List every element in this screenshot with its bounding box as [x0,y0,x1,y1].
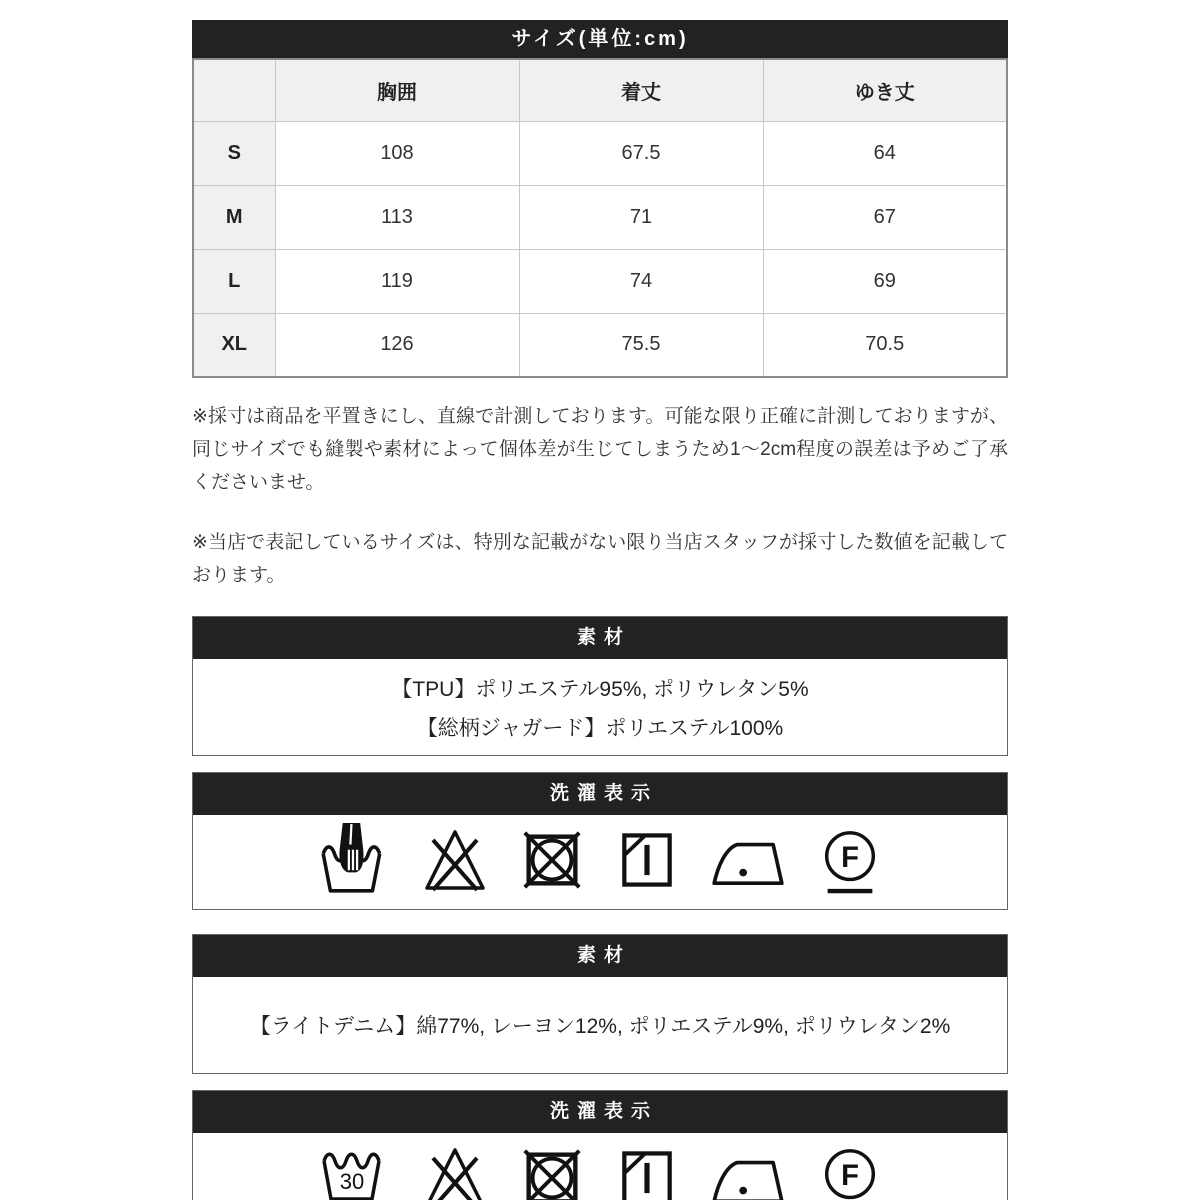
size-section-title: サイズ(単位:cm) [192,20,1008,58]
material-lines [193,659,1007,755]
line-dry-shade-icon [613,1143,681,1200]
dry-clean-letter: F [841,1160,859,1193]
material-section-title: 素材 [193,935,1007,977]
no-tumble-dry-icon [517,825,587,895]
size-table-row-m [193,185,1007,249]
staff-measured-note: ※当店で表記しているサイズは、特別な記載がない限り当店スタッフが採寸した数値を記載しております。 [192,532,1008,587]
chest-value: 126 [275,313,519,377]
length-value: 74 [519,249,763,313]
dry-clean-letter: F [841,842,859,875]
iron-low-heat-icon [707,831,789,889]
dry-clean-petroleum-gentle-icon [815,1142,885,1200]
material-section-title: 素材 [193,617,1007,659]
length-value: 67.5 [519,121,763,185]
line-dry-shade-icon [613,825,681,895]
sleeve-value: 69 [763,249,1007,313]
size-col-header-empty [193,59,275,121]
sleeve-value: 70.5 [763,313,1007,377]
iron-low-heat-icon [707,1149,789,1200]
size-table-row-xl [193,313,1007,377]
no-bleach-icon [419,1142,491,1200]
care-section-title: 洗濯表示 [193,1091,1007,1133]
size-table-row-s [193,121,1007,185]
material-lines [193,977,1007,1073]
chest-value: 108 [275,121,519,185]
material-section-2 [192,934,1008,1074]
material-line: 【TPU】ポリエステル95%, ポリウレタン5% [391,677,809,701]
measurement-note: ※採寸は商品を平置きにし、直線で計測しております。可能な限り正確に計測しておりますが、同じサイズでも縫製や素材によって個体差が生じてしまうため1〜2cm程度の誤差は予めご了承くださいませ。 [192,406,1008,494]
size-row-label: S [193,121,275,185]
size-col-header-chest: 胸囲 [275,59,519,121]
dry-clean-petroleum-gentle-icon [815,824,885,896]
no-bleach-icon [419,824,491,896]
no-tumble-dry-icon [517,1143,587,1200]
length-value: 71 [519,185,763,249]
size-row-label: XL [193,313,275,377]
sleeve-value: 67 [763,185,1007,249]
care-section-1 [192,772,1008,910]
care-section-2 [192,1090,1008,1200]
hand-wash-icon [315,823,393,897]
care-symbols-row [193,815,1007,909]
product-spec-panel [192,20,1008,1200]
sleeve-value: 64 [763,121,1007,185]
size-table-header-row [193,59,1007,121]
material-line: 【総柄ジャガード】ポリエステル100% [416,716,784,740]
care-section-title: 洗濯表示 [193,773,1007,815]
size-col-header-length: 着丈 [519,59,763,121]
size-row-label: M [193,185,275,249]
material-section-1 [192,616,1008,756]
size-table [192,58,1008,378]
care-symbols-row [193,1133,1007,1200]
length-value: 75.5 [519,313,763,377]
size-row-label: L [193,249,275,313]
size-col-header-sleeve: ゆき丈 [763,59,1007,121]
chest-value: 113 [275,185,519,249]
material-line: 【ライトデニム】綿77%, レーヨン12%, ポリエステル9%, ポリウレタン2% [249,1015,951,1039]
size-table-row-l [193,249,1007,313]
wash-temperature-label: 30 [339,1169,365,1195]
chest-value: 119 [275,249,519,313]
machine-wash-30-gentle-icon [315,1141,393,1200]
